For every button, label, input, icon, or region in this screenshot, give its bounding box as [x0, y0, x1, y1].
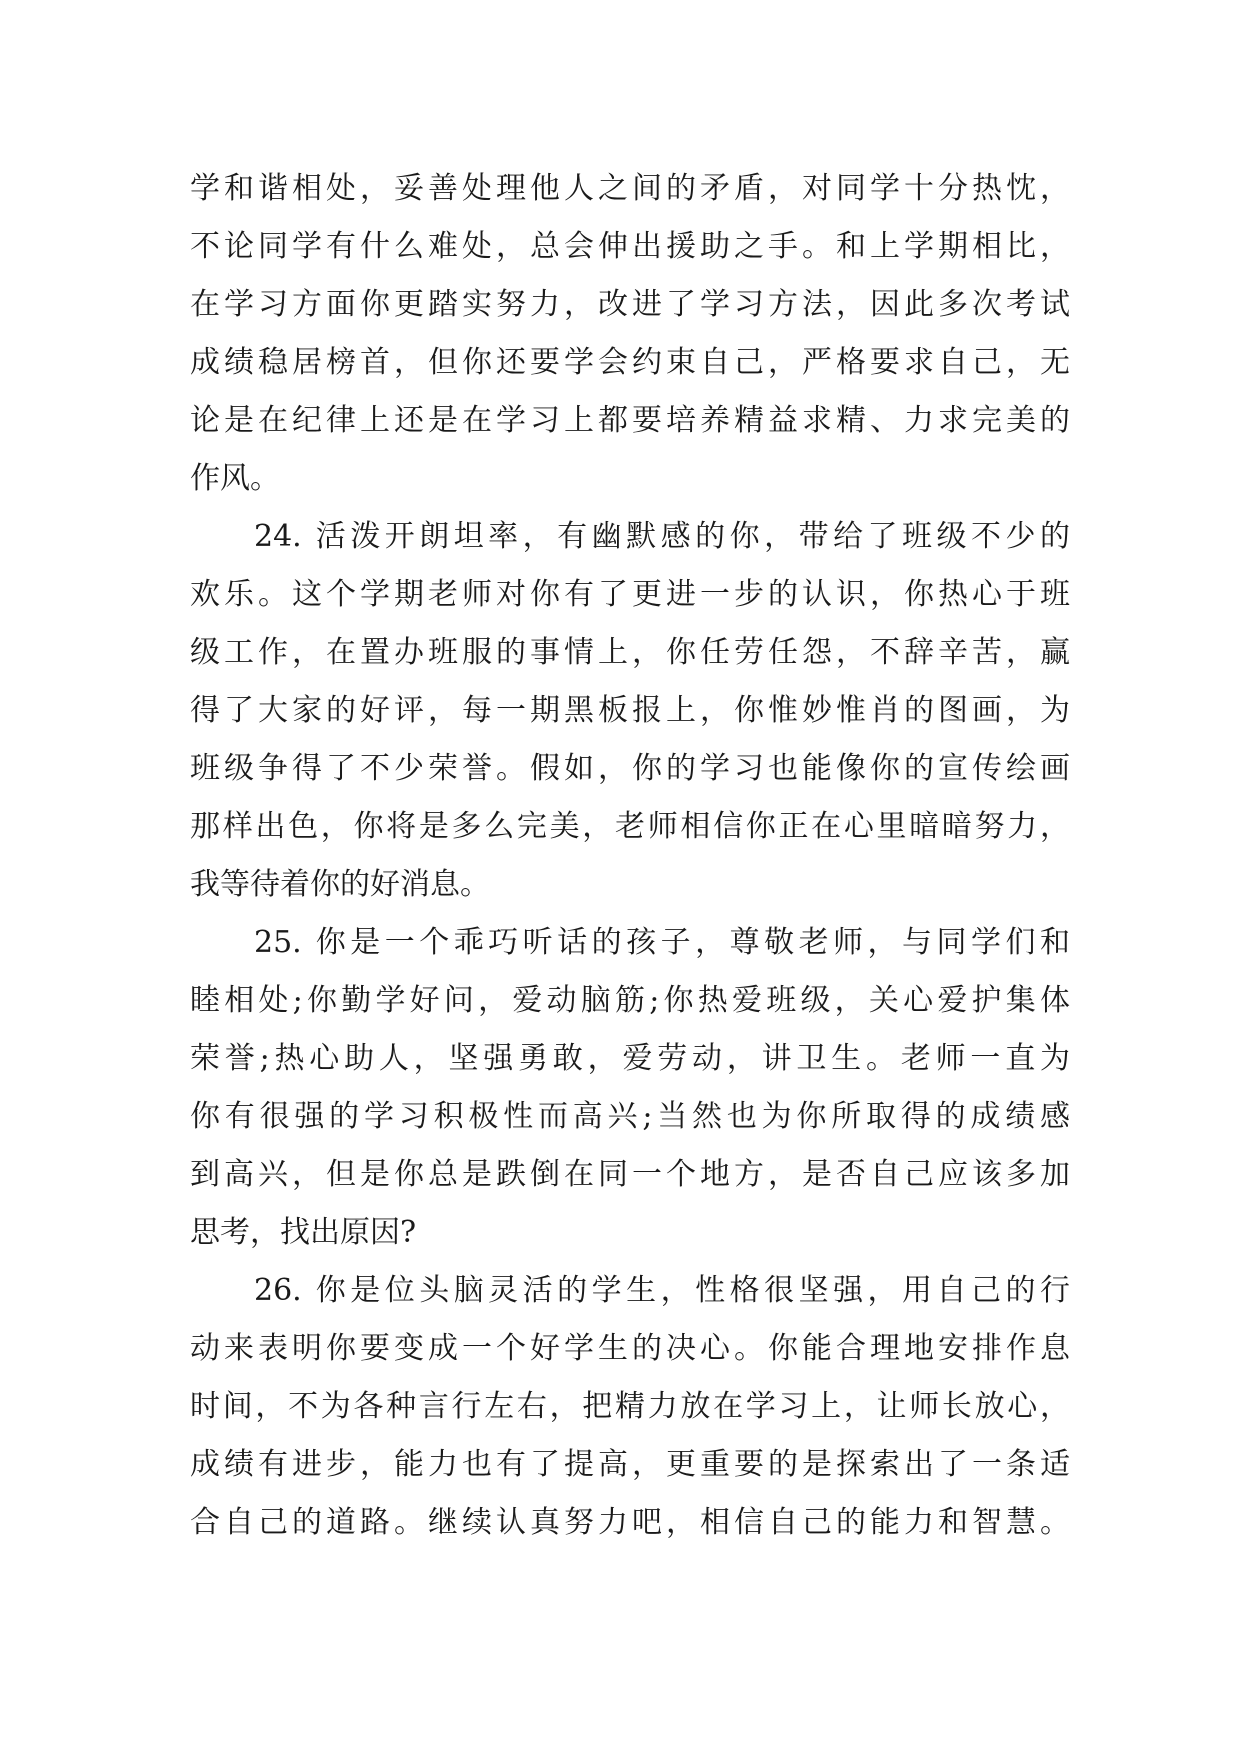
text-line: 成绩有进步，能力也有了提高，更重要的是探索出了一条适 — [190, 1447, 1070, 1482]
text-line: 学和谐相处，妥善处理他人之间的矛盾，对同学十分热忱， — [190, 171, 1070, 206]
text-line: 睦相处;你勤学好问，爱动脑筋;你热爱班级，关心爱护集体 — [190, 983, 1070, 1018]
text-line: 作风。 — [190, 461, 280, 496]
text-line: 动来表明你要变成一个好学生的决心。你能合理地安排作息 — [190, 1331, 1070, 1366]
text-line: 思考，找出原因? — [190, 1215, 417, 1250]
text-line: 那样出色，你将是多么完美，老师相信你正在心里暗暗努力， — [190, 809, 1070, 844]
text-line: 欢乐。这个学期老师对你有了更进一步的认识，你热心于班 — [190, 577, 1070, 612]
text-line: 到高兴，但是你总是跌倒在同一个地方，是否自己应该多加 — [190, 1157, 1070, 1192]
text-line: 成绩稳居榜首，但你还要学会约束自己，严格要求自己，无 — [190, 345, 1070, 380]
text-line: 荣誉;热心助人，坚强勇敢，爱劳动，讲卫生。老师一直为 — [190, 1041, 1070, 1076]
text-line: 合自己的道路。继续认真努力吧，相信自己的能力和智慧。 — [190, 1505, 1070, 1540]
text-line: 得了大家的好评，每一期黑板报上，你惟妙惟肖的图画，为 — [190, 693, 1070, 728]
text-line: 班级争得了不少荣誉。假如，你的学习也能像你的宣传绘画 — [190, 751, 1070, 786]
text-line: 论是在纪律上还是在学习上都要培养精益求精、力求完美的 — [190, 403, 1070, 438]
paragraph-25-start: 25. 你是一个乖巧听话的孩子，尊敬老师，与同学们和 — [254, 925, 1070, 960]
text-line: 在学习方面你更踏实努力，改进了学习方法，因此多次考试 — [190, 287, 1070, 322]
paragraph-24-start: 24. 活泼开朗坦率，有幽默感的你，带给了班级不少的 — [254, 519, 1070, 554]
text-line: 级工作，在置办班服的事情上，你任劳任怨，不辞辛苦，赢 — [190, 635, 1070, 670]
paragraph-26-start: 26. 你是位头脑灵活的学生，性格很坚强，用自己的行 — [254, 1273, 1070, 1308]
document-body — [190, 160, 1070, 1552]
text-line: 不论同学有什么难处，总会伸出援助之手。和上学期相比， — [190, 229, 1070, 264]
text-line: 你有很强的学习积极性而高兴;当然也为你所取得的成绩感 — [190, 1099, 1070, 1134]
text-line: 我等待着你的好消息。 — [190, 867, 490, 902]
text-line: 时间，不为各种言行左右，把精力放在学习上，让师长放心， — [190, 1389, 1070, 1424]
